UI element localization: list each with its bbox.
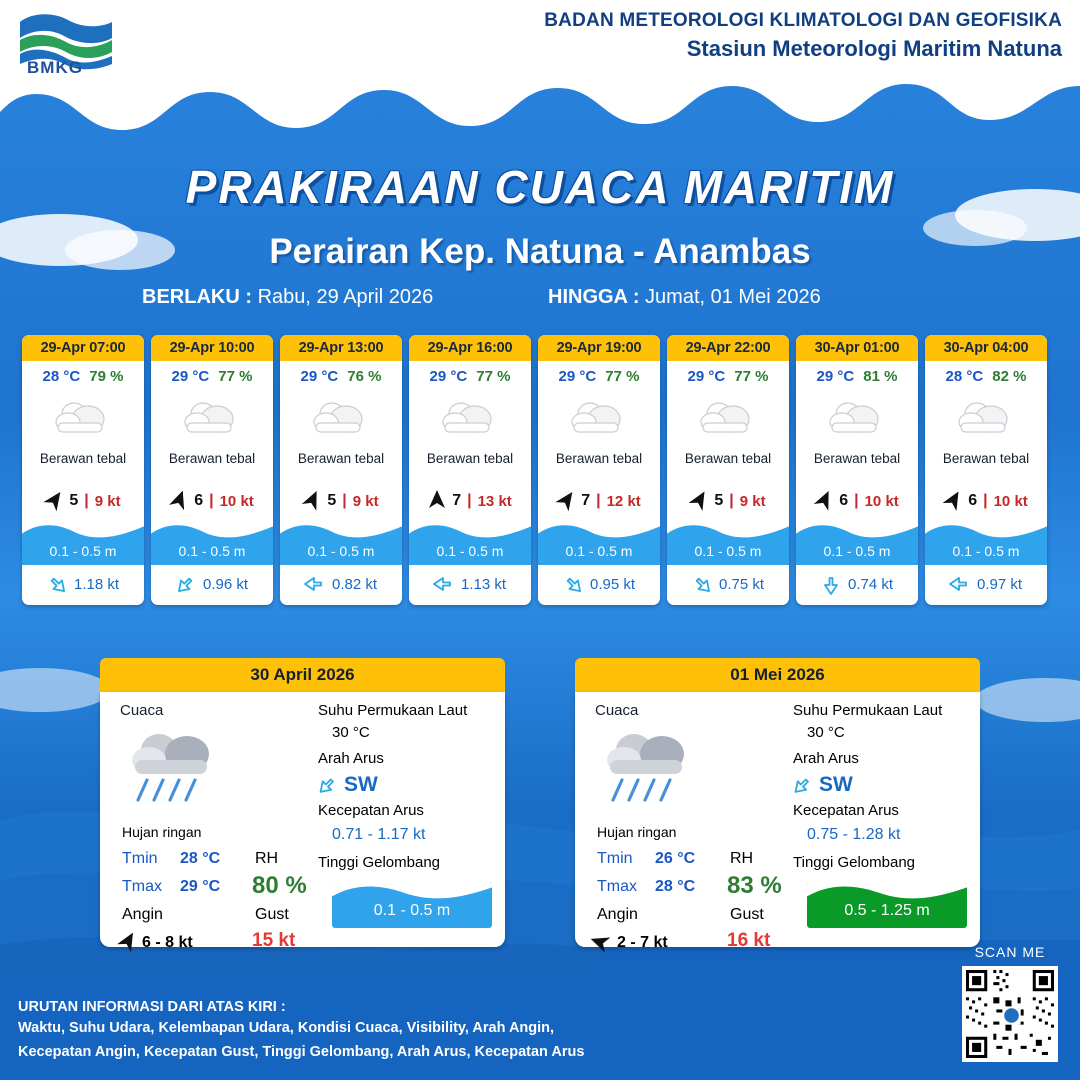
daily-wind-row xyxy=(118,930,193,956)
daily-gust-value: 16 kt xyxy=(727,930,771,951)
daily-cuaca-label: Cuaca xyxy=(120,702,164,719)
card-humidity: 77 % xyxy=(734,368,769,385)
card-current xyxy=(280,565,402,605)
card-wave-value: 0.1 - 0.5 m xyxy=(694,543,762,559)
card-condition: Berawan tebal xyxy=(684,451,772,466)
wave-crest xyxy=(538,521,660,539)
card-wind-direction-value: 7 xyxy=(452,492,462,509)
card-wave-height xyxy=(796,521,918,565)
qr-code-icon xyxy=(966,970,1054,1058)
card-current xyxy=(925,565,1047,605)
wave-crest xyxy=(151,521,273,539)
daily-current-dir-value: SW xyxy=(819,772,853,796)
current-direction-icon xyxy=(821,572,841,596)
daily-forecast-panel-1 xyxy=(100,658,505,951)
card-wind-speed: 9 kt xyxy=(739,492,766,510)
card-wind xyxy=(22,483,144,521)
qr-code[interactable] xyxy=(962,966,1058,1062)
card-temp-rh xyxy=(409,361,531,387)
agency-line-1: BADAN METEOROLOGI KLIMATOLOGI DAN GEOFISIKA xyxy=(544,10,1062,31)
card-wind-separator: | xyxy=(983,492,988,509)
card-wind-speed: 9 kt xyxy=(94,492,121,510)
hourly-forecast-card xyxy=(22,335,144,605)
hourly-forecast-card xyxy=(796,335,918,605)
card-wind-direction-value: 5 xyxy=(327,492,337,509)
daily-tmin-label: Tmin xyxy=(597,850,633,867)
card-wind-speed: 10 kt xyxy=(864,492,899,510)
wind-direction-icon xyxy=(686,486,714,516)
daily-wind-label: Angin xyxy=(597,906,638,923)
card-wave-value: 0.1 - 0.5 m xyxy=(49,543,117,559)
wind-direction-icon xyxy=(428,489,446,513)
card-condition: Berawan tebal xyxy=(426,451,514,466)
daily-current-dir-row xyxy=(318,772,378,797)
daily-condition: Hujan ringan xyxy=(597,824,677,840)
current-direction-icon xyxy=(432,574,456,594)
card-wave-value: 0.1 - 0.5 m xyxy=(952,543,1020,559)
card-wind-direction-value: 6 xyxy=(194,492,204,509)
daily-gust-label: Gust xyxy=(255,906,289,923)
wind-direction-icon xyxy=(167,487,192,516)
card-temp-rh xyxy=(280,361,402,387)
wave-crest xyxy=(807,882,967,900)
wind-direction-icon xyxy=(939,486,967,516)
current-direction-icon xyxy=(557,568,588,599)
cloudy-icon xyxy=(697,394,759,442)
card-wind-speed: 13 kt xyxy=(477,492,512,510)
card-wave-height xyxy=(925,521,1047,565)
card-current-speed: 1.18 kt xyxy=(73,575,120,593)
daily-gust-value: 15 kt xyxy=(252,930,296,951)
card-wind-separator: | xyxy=(342,492,347,509)
daily-rh-label: RH xyxy=(730,850,754,867)
hourly-forecast-list xyxy=(22,335,1062,605)
card-wind-separator: | xyxy=(209,492,214,509)
current-direction-icon xyxy=(170,568,201,599)
cloudy-icon xyxy=(568,394,630,442)
card-time: 30-Apr 04:00 xyxy=(925,335,1047,361)
card-weather-icon xyxy=(151,387,273,449)
card-temp-rh xyxy=(925,361,1047,387)
daily-weather-icon xyxy=(125,724,230,824)
card-wave-value: 0.1 - 0.5 m xyxy=(178,543,246,559)
card-current xyxy=(538,565,660,605)
legend-title: URUTAN INFORMASI DARI ATAS KIRI : xyxy=(18,999,286,1015)
card-current-speed: 0.74 kt xyxy=(847,575,894,593)
card-weather-icon xyxy=(22,387,144,449)
daily-cuaca-label: Cuaca xyxy=(595,702,639,719)
card-wind-speed: 12 kt xyxy=(606,492,641,510)
card-wind xyxy=(796,483,918,521)
daily-current-speed-label: Kecepatan Arus xyxy=(793,802,899,819)
card-wind-speed: 9 kt xyxy=(352,492,379,510)
card-temperature: 29 °C xyxy=(558,368,597,385)
daily-rh-value: 80 % xyxy=(252,872,307,899)
card-wind xyxy=(151,483,273,521)
card-weather-icon xyxy=(925,387,1047,449)
bmkg-logo-text: BMKG xyxy=(27,58,83,77)
wind-direction-icon xyxy=(552,486,581,516)
card-temperature: 28 °C xyxy=(42,368,81,385)
card-temperature: 29 °C xyxy=(300,368,339,385)
card-wind-separator: | xyxy=(84,492,89,509)
daily-wave-value: 0.5 - 1.25 m xyxy=(844,902,930,919)
card-wind-direction-value: 5 xyxy=(714,492,724,509)
daily-current-speed-value: 0.71 - 1.17 kt xyxy=(332,826,426,843)
card-weather-icon xyxy=(667,387,789,449)
card-current xyxy=(151,565,273,605)
daily-sst-value: 30 °C xyxy=(807,724,845,741)
card-current-speed: 1.13 kt xyxy=(460,575,507,593)
daily-tmin-label: Tmin xyxy=(122,850,158,867)
card-current-speed: 0.97 kt xyxy=(976,575,1023,593)
card-wave-value: 0.1 - 0.5 m xyxy=(823,543,891,559)
card-wave-height xyxy=(151,521,273,565)
card-temperature: 28 °C xyxy=(945,368,984,385)
daily-current-dir-label: Arah Arus xyxy=(793,750,859,767)
daily-wave-value: 0.1 - 0.5 m xyxy=(373,902,451,919)
daily-tmax-value: 29 °C xyxy=(180,878,221,895)
daily-current-speed-value: 0.75 - 1.28 kt xyxy=(807,826,901,843)
wind-direction-icon xyxy=(811,486,837,515)
daily-tmax-label: Tmax xyxy=(122,878,162,895)
light-rain-icon xyxy=(600,724,705,819)
card-current-speed: 0.82 kt xyxy=(331,575,378,593)
hourly-forecast-card xyxy=(925,335,1047,605)
card-humidity: 81 % xyxy=(863,368,898,385)
card-temp-rh xyxy=(22,361,144,387)
card-wind-separator: | xyxy=(729,492,734,509)
card-condition: Berawan tebal xyxy=(555,451,643,466)
card-wind-speed: 10 kt xyxy=(993,492,1028,510)
card-weather-icon xyxy=(280,387,402,449)
cloudy-icon xyxy=(955,394,1017,442)
valid-to xyxy=(548,286,821,309)
valid-to-value: Jumat, 01 Mei 2026 xyxy=(645,286,821,308)
cloudy-icon xyxy=(826,394,888,442)
daily-tmin-value: 28 °C xyxy=(180,850,221,867)
daily-wind-label: Angin xyxy=(122,906,163,923)
card-wave-height xyxy=(409,521,531,565)
card-wave-height xyxy=(280,521,402,565)
card-wave-value: 0.1 - 0.5 m xyxy=(307,543,375,559)
card-wave-height xyxy=(22,521,144,565)
card-wave-height xyxy=(667,521,789,565)
current-direction-icon xyxy=(312,769,344,801)
hourly-forecast-card xyxy=(151,335,273,605)
page-title: PRAKIRAAN CUACA MARITIM xyxy=(185,161,895,213)
card-wind xyxy=(667,483,789,521)
daily-wind-value: 2 - 7 kt xyxy=(617,934,668,951)
card-wind xyxy=(280,483,402,521)
page-subtitle: Perairan Kep. Natuna - Anambas xyxy=(269,232,811,271)
card-humidity: 77 % xyxy=(218,368,253,385)
daily-current-speed-label: Kecepatan Arus xyxy=(318,802,424,819)
daily-rh-value: 83 % xyxy=(727,872,782,899)
card-humidity: 82 % xyxy=(992,368,1027,385)
card-wind xyxy=(538,483,660,521)
card-time: 30-Apr 01:00 xyxy=(796,335,918,361)
current-direction-icon xyxy=(303,574,327,594)
card-wind-direction-value: 6 xyxy=(839,492,849,509)
card-wind-direction-value: 7 xyxy=(581,492,591,509)
hourly-forecast-card xyxy=(538,335,660,605)
hourly-forecast-card xyxy=(280,335,402,605)
daily-sst-label: Suhu Permukaan Laut xyxy=(318,702,468,719)
card-temp-rh xyxy=(667,361,789,387)
card-temp-rh xyxy=(151,361,273,387)
daily-current-dir-value: SW xyxy=(344,772,378,796)
valid-from-label: BERLAKU : xyxy=(142,286,252,308)
card-wind xyxy=(925,483,1047,521)
daily-sst-value: 30 °C xyxy=(332,724,370,741)
card-wind-speed: 10 kt xyxy=(219,492,254,510)
card-humidity: 77 % xyxy=(476,368,511,385)
cloudy-icon xyxy=(181,394,243,442)
footer-legend xyxy=(0,985,600,1080)
card-wind-direction-value: 6 xyxy=(968,492,978,509)
wave-crest xyxy=(280,521,402,539)
card-condition: Berawan tebal xyxy=(942,451,1030,466)
hourly-forecast-card xyxy=(409,335,531,605)
card-temperature: 29 °C xyxy=(429,368,468,385)
card-time: 29-Apr 07:00 xyxy=(22,335,144,361)
card-humidity: 77 % xyxy=(605,368,640,385)
card-temperature: 29 °C xyxy=(687,368,726,385)
cloudy-icon xyxy=(439,394,501,442)
daily-gust-label: Gust xyxy=(730,906,764,923)
card-weather-icon xyxy=(409,387,531,449)
card-time: 29-Apr 16:00 xyxy=(409,335,531,361)
hourly-forecast-card xyxy=(667,335,789,605)
wave-crest xyxy=(925,521,1047,539)
card-humidity: 79 % xyxy=(89,368,124,385)
qr-section[interactable] xyxy=(962,944,1058,1062)
daily-condition: Hujan ringan xyxy=(122,824,202,840)
card-current xyxy=(796,565,918,605)
daily-rh-label: RH xyxy=(255,850,279,867)
cloudy-icon xyxy=(52,394,114,442)
daily-wave-label: Tinggi Gelombang xyxy=(318,854,441,871)
daily-tmax-value: 28 °C xyxy=(655,878,696,895)
current-direction-icon xyxy=(686,568,717,599)
current-direction-icon xyxy=(41,568,72,599)
daily-forecast-body xyxy=(100,692,505,951)
header-bar xyxy=(0,0,1080,95)
card-current-speed: 0.75 kt xyxy=(718,575,765,593)
card-wind-direction-value: 5 xyxy=(69,492,79,509)
legend-line-3: Kecepatan Angin, Kecepatan Gust, Tinggi Gelombang, Arah Arus, Kecepatan Arus xyxy=(18,1043,585,1060)
card-current xyxy=(667,565,789,605)
card-wind-separator: | xyxy=(596,492,601,509)
card-current-speed: 0.96 kt xyxy=(202,575,249,593)
daily-wind-value: 6 - 8 kt xyxy=(142,934,193,951)
card-wave-value: 0.1 - 0.5 m xyxy=(565,543,633,559)
daily-weather-icon xyxy=(600,724,705,824)
valid-from-value: Rabu, 29 April 2026 xyxy=(257,286,434,308)
daily-forecast-panel-2 xyxy=(575,658,980,951)
daily-wind-row xyxy=(593,930,668,956)
card-condition: Berawan tebal xyxy=(813,451,901,466)
wave-crest xyxy=(409,521,531,539)
card-time: 29-Apr 19:00 xyxy=(538,335,660,361)
card-weather-icon xyxy=(796,387,918,449)
agency-titles xyxy=(544,10,1062,62)
valid-to-label: HINGGA : xyxy=(548,286,640,308)
wave-crest xyxy=(22,521,144,539)
daily-tmax-label: Tmax xyxy=(597,878,637,895)
daily-tmin-value: 26 °C xyxy=(655,850,696,867)
card-weather-icon xyxy=(538,387,660,449)
card-current xyxy=(409,565,531,605)
card-current xyxy=(22,565,144,605)
current-direction-icon xyxy=(787,769,819,801)
card-wind xyxy=(409,483,531,521)
card-temp-rh xyxy=(796,361,918,387)
daily-wave-badge xyxy=(807,882,967,928)
daily-date-1: 30 April 2026 xyxy=(100,658,505,692)
wave-crest xyxy=(332,882,492,900)
daily-current-dir-label: Arah Arus xyxy=(318,750,384,767)
wave-crest xyxy=(796,521,918,539)
card-time: 29-Apr 10:00 xyxy=(151,335,273,361)
daily-sst-label: Suhu Permukaan Laut xyxy=(793,702,943,719)
card-humidity: 76 % xyxy=(347,368,382,385)
card-condition: Berawan tebal xyxy=(297,451,385,466)
wind-direction-icon xyxy=(299,486,325,515)
card-temperature: 29 °C xyxy=(816,368,855,385)
card-condition: Berawan tebal xyxy=(168,451,256,466)
card-temperature: 29 °C xyxy=(171,368,210,385)
card-wave-height xyxy=(538,521,660,565)
card-temp-rh xyxy=(538,361,660,387)
card-wind-separator: | xyxy=(854,492,859,509)
card-time: 29-Apr 13:00 xyxy=(280,335,402,361)
cloudy-icon xyxy=(310,394,372,442)
valid-from xyxy=(142,286,433,309)
daily-forecast-body xyxy=(575,692,980,951)
card-time: 29-Apr 22:00 xyxy=(667,335,789,361)
daily-wave-label: Tinggi Gelombang xyxy=(793,854,916,871)
wave-crest xyxy=(667,521,789,539)
legend-line-2: Waktu, Suhu Udara, Kelembapan Udara, Kondisi Cuaca, Visibility, Arah Angin, xyxy=(18,1020,555,1036)
daily-current-dir-row xyxy=(793,772,853,797)
daily-wave-badge xyxy=(332,882,492,928)
agency-line-2: Stasiun Meteorologi Maritim Natuna xyxy=(686,36,1062,61)
daily-date-2: 01 Mei 2026 xyxy=(575,658,980,692)
card-current-speed: 0.95 kt xyxy=(589,575,636,593)
card-condition: Berawan tebal xyxy=(39,451,127,466)
wind-direction-icon xyxy=(40,486,69,516)
scan-me-label: SCAN ME xyxy=(974,944,1046,960)
current-direction-icon xyxy=(948,574,972,594)
card-wind-separator: | xyxy=(467,492,472,509)
light-rain-icon xyxy=(125,724,230,819)
card-wave-value: 0.1 - 0.5 m xyxy=(436,543,504,559)
